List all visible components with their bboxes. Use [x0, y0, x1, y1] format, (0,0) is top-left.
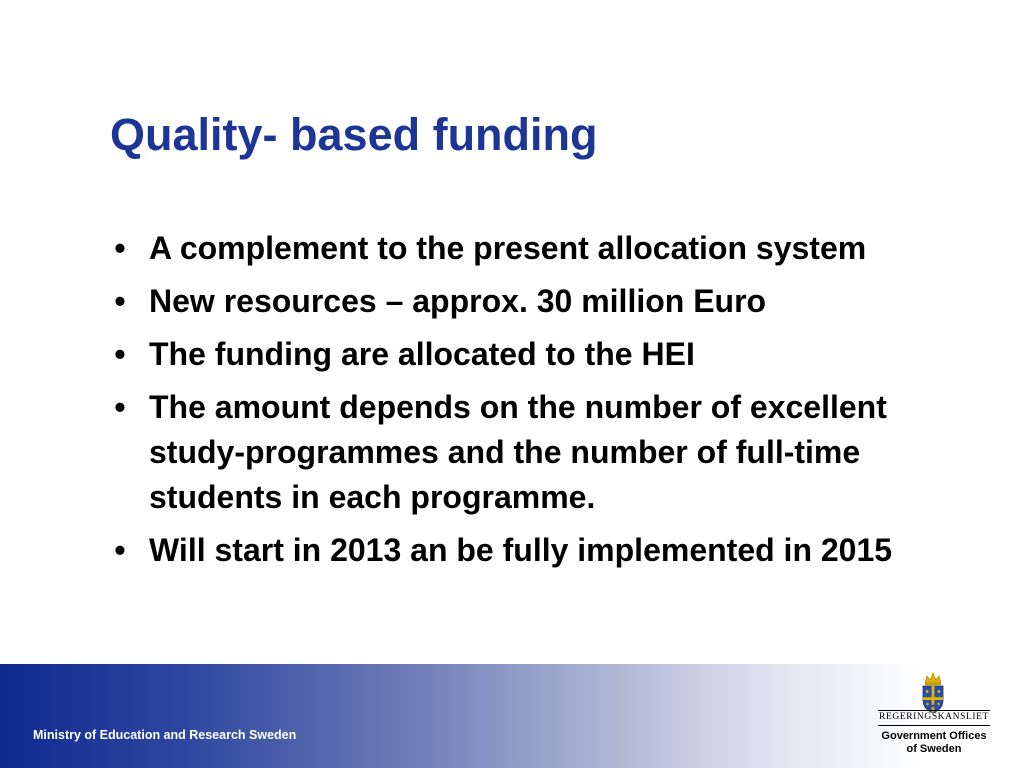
bullet-text: The funding are allocated to the HEI — [149, 336, 695, 372]
logo-wordmark: REGERINGSKANSLIET — [879, 712, 989, 722]
bullet-marker: • — [114, 230, 126, 266]
bullet-item — [110, 385, 970, 520]
bullet-marker: • — [114, 283, 126, 319]
wordmark-rule-bottom — [878, 725, 990, 726]
wordmark-rule-top — [878, 710, 990, 711]
bullet-item — [110, 332, 970, 377]
ministry-name: Ministry of Education and Research Sweden — [33, 728, 297, 742]
bullet-marker: • — [114, 389, 126, 425]
bullet-text: Will start in 2013 an be fully implemented in 2015 — [149, 532, 893, 568]
bullet-list — [110, 226, 970, 581]
swedish-crest-icon — [920, 672, 946, 714]
bullet-item — [110, 226, 970, 271]
bullet-item — [110, 528, 970, 573]
bullet-text: The amount depends on the number of excellent study-programmes and the number of full-time students in each programme. — [149, 389, 887, 515]
bullet-marker: • — [114, 336, 126, 372]
slide-title: Quality- based funding — [110, 109, 598, 160]
bullet-text: New resources – approx. 30 million Euro — [149, 283, 767, 319]
footer-gradient-band — [0, 664, 1024, 768]
logo-organisation-name: Government Offices of Sweden — [881, 730, 987, 755]
bullet-text: A complement to the present allocation system — [149, 230, 867, 266]
bullet-marker: • — [114, 532, 126, 568]
government-offices-logo — [872, 672, 996, 762]
bullet-item — [110, 279, 970, 324]
